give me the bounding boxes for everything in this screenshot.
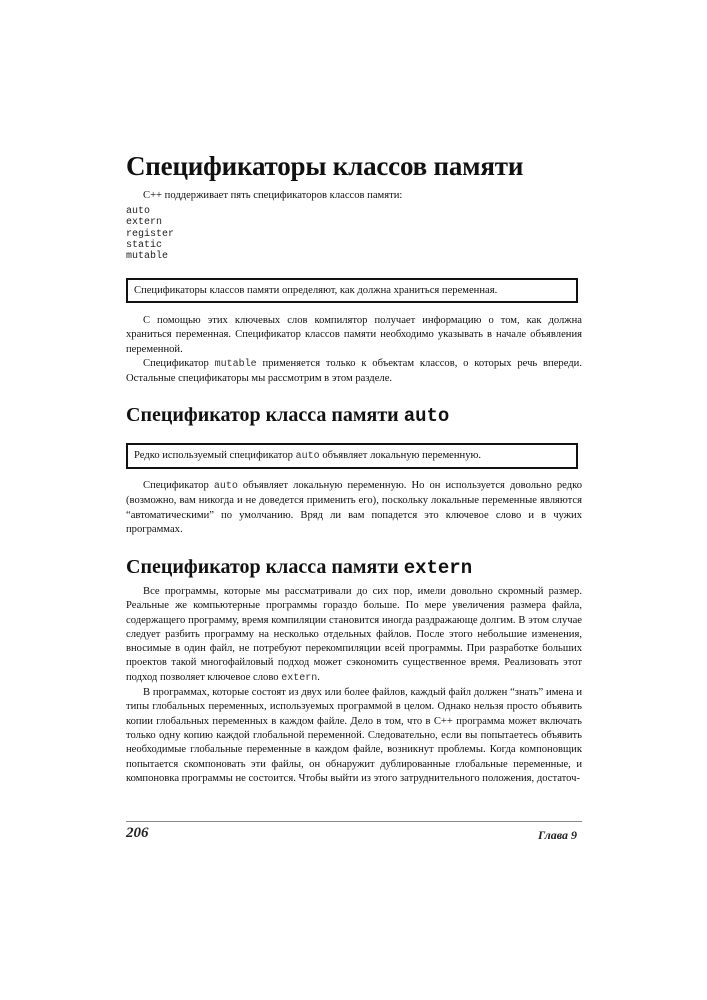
section-extern-title: Спецификатор класса памяти	[126, 556, 399, 578]
paragraph-4-start: Все программы, которые мы рассматривали до сих пор, имели довольно скромный размер. Реальные же компьютерные программы гораздо больше. По мере увеличения размера файла, содержащего программу, время компиляции становится иногда раздражающе долгим. В этом случае следует разбить программу на несколько отдельных файлов. После этого небольшие изменения, вносимые в один файл, не потребуют перекомпиляции всей программы. При разработке больших проектов такой многофайловый подход может сэкономить существенное время. Реализовать этот подход позволяет ключевое слово	[126, 586, 582, 683]
section-extern-code: extern	[403, 557, 473, 579]
paragraph-5: В программах, которые состоят из двух или более файлов, каждый файл должен “знать” имена и типы глобальных переменных, используемых программой в целом. Однако нельзя просто объявить копии глобальных переменных в каждом файле. Дело в том, что в C++ программа может включать только одну копию каждой глобальной переменной. Следовательно, если вы попытаетесь объявить необходимые глобальные переменные в каждом файле, возникнут проблемы. Когда компоновщик попытается скомпоновать эти файлы, он обнаружит дублированные глобальные переменные, и компоновка программы не состоится. Чтобы выйти из этого затруднительного положения, достаточ-	[126, 687, 582, 784]
definition-text: Спецификаторы классов памяти определяют, как должна храниться переменная.	[134, 285, 498, 296]
specifier-static: static	[126, 239, 163, 251]
paragraph-3-start: Спецификатор	[143, 480, 209, 491]
section-extern-heading	[126, 555, 472, 580]
footer-divider	[126, 821, 582, 822]
intro-text: C++ поддерживает пять спецификаторов классов памяти:	[143, 190, 403, 201]
auto-box	[126, 443, 578, 469]
paragraph-4-text	[126, 585, 582, 686]
paragraph-3-text	[126, 479, 582, 537]
paragraph-2-end: применяется только к объектам классов, о которых речь впереди. Остальные спецификаторы мы рассмотрим в этом разделе.	[126, 357, 582, 385]
page-title: Спецификаторы классов памяти	[126, 151, 524, 181]
auto-box-start: Редко используемый спецификатор	[134, 450, 293, 461]
paragraph-4	[126, 585, 582, 786]
definition-box	[126, 278, 578, 303]
section-auto-heading	[126, 403, 449, 428]
specifier-list	[126, 206, 174, 262]
auto-box-code: auto	[295, 451, 320, 462]
inline-code-extern: extern	[281, 672, 318, 684]
paragraph-2-start: Спецификатор	[143, 357, 209, 369]
paragraph-3-end: объявляет локальную переменную. Но он используется довольно редко (возможно, вам никогда и не доведется применить его), поскольку локальные переменные являются “автоматическими” по умолчанию. Вряд ли вам попадется это ключевое слово и в чужих программах.	[126, 480, 583, 535]
chapter-label: Глава 9	[538, 828, 578, 842]
specifier-auto: auto	[126, 206, 151, 217]
inline-code-auto: auto	[213, 481, 238, 492]
paragraph-3	[126, 479, 582, 537]
paragraph-1	[126, 314, 582, 386]
specifier-mutable: mutable	[126, 251, 169, 263]
specifier-register: register	[126, 228, 175, 240]
paragraph-2	[126, 357, 582, 387]
section-auto-title: Спецификатор класса памяти	[126, 404, 399, 426]
paragraph-1-text: С помощью этих ключевых слов компилятор получает информацию о том, как должна храниться переменная. Спецификатор классов памяти необходимо указывать в начале объявления переменной.	[126, 315, 582, 355]
inline-code-mutable: mutable	[214, 358, 257, 370]
section-auto-code: auto	[403, 405, 450, 427]
specifier-extern: extern	[126, 217, 163, 229]
page-number: 206	[126, 825, 149, 841]
paragraph-4-end: .	[317, 671, 320, 683]
auto-box-end: объявляет локальную переменную.	[322, 450, 482, 461]
